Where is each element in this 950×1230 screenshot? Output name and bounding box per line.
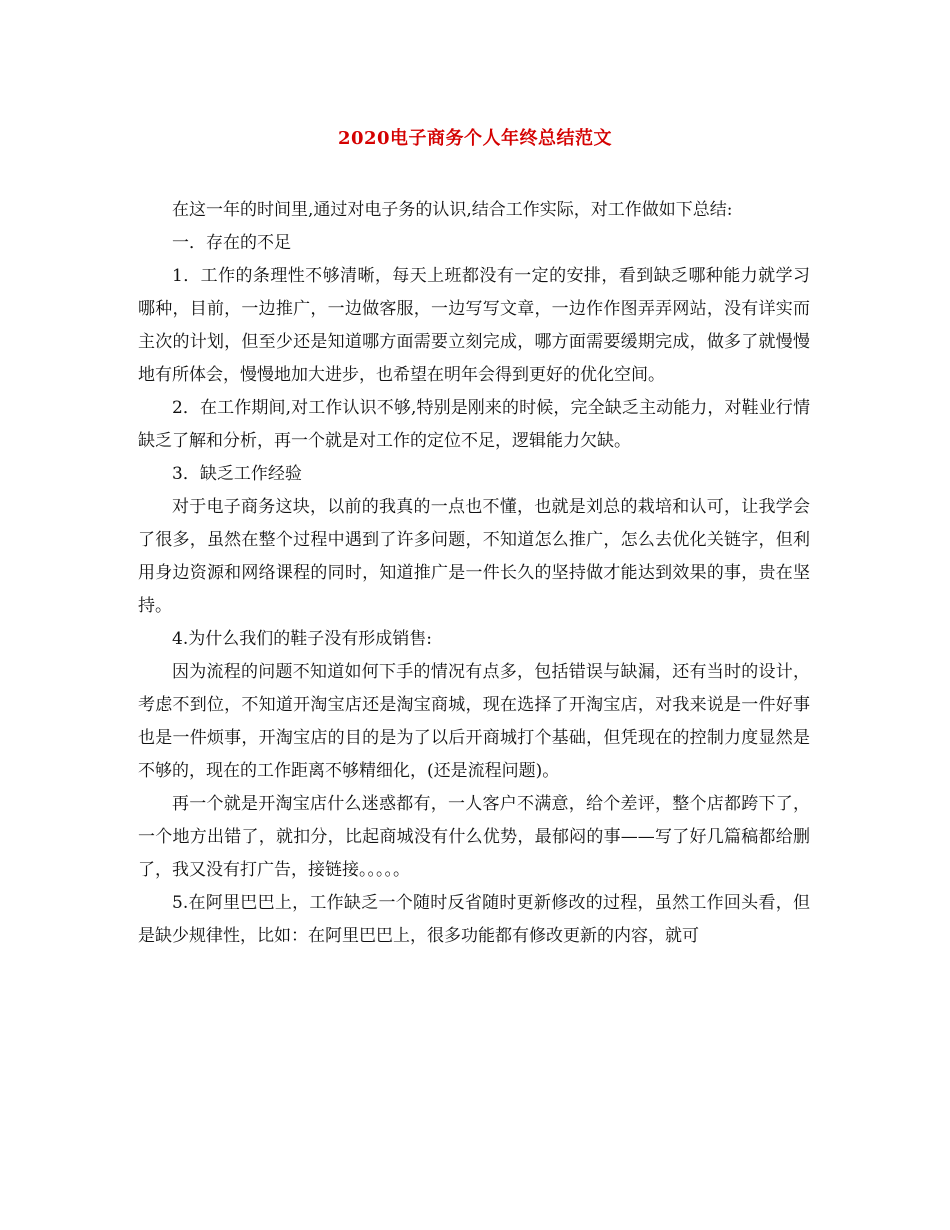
- paragraph-4-heading: 4.为什么我们的鞋子没有形成销售:: [172, 629, 432, 649]
- section-heading-shortcomings: 一．存在的不足: [172, 233, 291, 253]
- paragraph-4-body: 因为流程的问题不知道如何下手的情况有点多，包括错误与缺漏，还有当时的设计，考虑不到位，不知道开淘宝店还是淘宝商城，现在选择了开淘宝店，对我来说是一件好事也是一件烦事，开淘宝店的目的是为了以后开商城打个基础，但凭现在的控制力度显然是不够的，现在的工作距离不够精细化，(还是流程问题)。: [138, 662, 810, 781]
- paragraph-4-body-2: 再一个就是开淘宝店什么迷惑都有，一人客户不满意，给个差评，整个店都跨下了，一个地方出错了，就扣分，比起商城没有什么优势，最郁闷的事——写了好几篇稿都给删了，我又没有打广告，接链接。。。。。: [138, 794, 810, 880]
- document-title: 2020电子商务个人年终总结范文: [337, 128, 613, 149]
- paragraph-2: 2．在工作期间,对工作认识不够,特别是刚来的时候，完全缺乏主动能力，对鞋业行情缺乏了解和分析，再一个就是对工作的定位不足，逻辑能力欠缺。: [138, 398, 810, 451]
- paragraph-3-heading: 3．缺乏工作经验: [172, 464, 302, 484]
- paragraph-intro: 在这一年的时间里,通过对电子务的认识,结合工作实际，对工作做如下总结:: [172, 200, 733, 220]
- paragraph-3-body: 对于电子商务这块，以前的我真的一点也不懂，也就是刘总的栽培和认可，让我学会了很多，虽然在整个过程中遇到了许多问题，不知道怎么推广，怎么去优化关链字，但利用身边资源和网络课程的同时，知道推广是一件长久的坚持做才能达到效果的事，贵在坚持。: [138, 497, 810, 616]
- document-body: [138, 194, 810, 953]
- paragraph-5: 5.在阿里巴巴上，工作缺乏一个随时反省随时更新修改的过程，虽然工作回头看，但是缺少规律性，比如：在阿里巴巴上，很多功能都有修改更新的内容，就可: [138, 893, 810, 946]
- paragraph-1: 1．工作的条理性不够清晰，每天上班都没有一定的安排，看到缺乏哪种能力就学习哪种，目前，一边推广，一边做客服，一边写写文章，一边作作图弄弄网站，没有详实而主次的计划，但至少还是知道哪方面需要立刻完成，哪方面需要缓期完成，做多了就慢慢地有所体会，慢慢地加大进步，也希望在明年会得到更好的优化空间。: [138, 266, 810, 385]
